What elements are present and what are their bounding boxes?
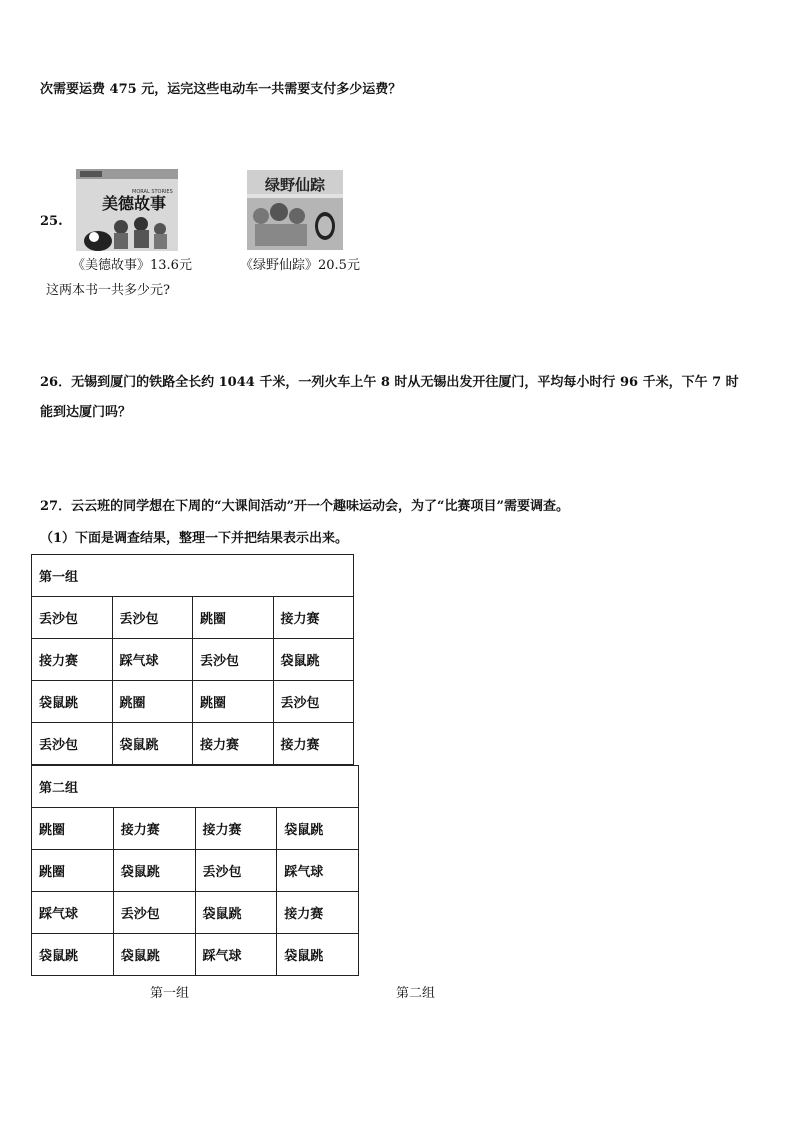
table-cell: 袋鼠跳 <box>277 934 359 976</box>
q25-book2-caption: 《绿野仙踪》20.5元 <box>240 258 360 273</box>
table-cell: 丢沙包 <box>32 597 113 639</box>
q27-sub1: （1）下面是调查结果，整理一下并把结果表示出来。 <box>40 531 349 546</box>
table-cell: 接力赛 <box>277 892 359 934</box>
q25-question: 这两本书一共多少元? <box>46 283 170 298</box>
table-cell: 接力赛 <box>195 808 277 850</box>
table-cell: 丢沙包 <box>32 723 113 765</box>
table-row <box>32 723 354 765</box>
table-cell: 接力赛 <box>193 723 274 765</box>
q26-line2: 能到达厦门吗？ <box>40 405 132 420</box>
table-cell: 袋鼠跳 <box>32 681 113 723</box>
svg-text:MORAL STORIES: MORAL STORIES <box>132 189 173 195</box>
book-cover-meide <box>76 169 178 251</box>
table-cell: 跳圈 <box>193 597 274 639</box>
table-row <box>32 597 354 639</box>
q27-intro: 27．云云班的同学想在下周的“大课间活动”开一个趣味运动会，为了“比赛项目”需要调查。 <box>40 499 570 514</box>
table-cell: 接力赛 <box>273 597 354 639</box>
group1-title: 第一组 <box>32 555 354 597</box>
q26-line1: 26．无锡到厦门的铁路全长约 1044 千米，一列火车上午 8 时从无锡出发开往厦门，平均每小时行 96 千米，下午 7 时 <box>40 375 739 390</box>
table-cell: 接力赛 <box>113 808 195 850</box>
table-row <box>32 639 354 681</box>
table-cell: 袋鼠跳 <box>277 808 359 850</box>
group2-table <box>31 765 359 976</box>
q25-book1-caption: 《美德故事》13.6元 <box>72 258 192 273</box>
bottom-label-group1: 第一组 <box>150 986 190 1001</box>
table-cell: 丢沙包 <box>113 892 195 934</box>
table-row <box>32 808 359 850</box>
table-row <box>32 934 359 976</box>
table-cell: 丢沙包 <box>273 681 354 723</box>
q24-text: 次需要运费 475 元，运完这些电动车一共需要支付多少运费？ <box>40 82 402 97</box>
q25-number: 25. <box>40 214 63 229</box>
table-cell: 丢沙包 <box>112 597 193 639</box>
bottom-label-group2: 第二组 <box>396 986 436 1001</box>
table-cell: 接力赛 <box>273 723 354 765</box>
table-cell: 袋鼠跳 <box>113 850 195 892</box>
table-cell: 接力赛 <box>32 639 113 681</box>
table-row <box>32 850 359 892</box>
table-cell: 袋鼠跳 <box>112 723 193 765</box>
table-cell: 跳圈 <box>32 808 114 850</box>
table-cell: 踩气球 <box>277 850 359 892</box>
table-cell: 踩气球 <box>112 639 193 681</box>
book-cover-lvye <box>247 170 343 250</box>
table-cell: 袋鼠跳 <box>273 639 354 681</box>
table-cell: 丢沙包 <box>193 639 274 681</box>
table-cell: 跳圈 <box>32 850 114 892</box>
table-cell: 踩气球 <box>195 934 277 976</box>
table-cell: 踩气球 <box>32 892 114 934</box>
table-cell: 跳圈 <box>112 681 193 723</box>
table-cell: 袋鼠跳 <box>113 934 195 976</box>
table-row <box>32 681 354 723</box>
table-cell: 袋鼠跳 <box>195 892 277 934</box>
table-cell: 跳圈 <box>193 681 274 723</box>
table-cell: 丢沙包 <box>195 850 277 892</box>
group2-title: 第二组 <box>32 766 359 808</box>
table-row <box>32 892 359 934</box>
cover-title-lvye: 绿野仙踪 <box>265 176 326 194</box>
cover-title-meide: 美德故事 <box>102 194 167 213</box>
group1-table <box>31 554 354 765</box>
table-cell: 袋鼠跳 <box>32 934 114 976</box>
